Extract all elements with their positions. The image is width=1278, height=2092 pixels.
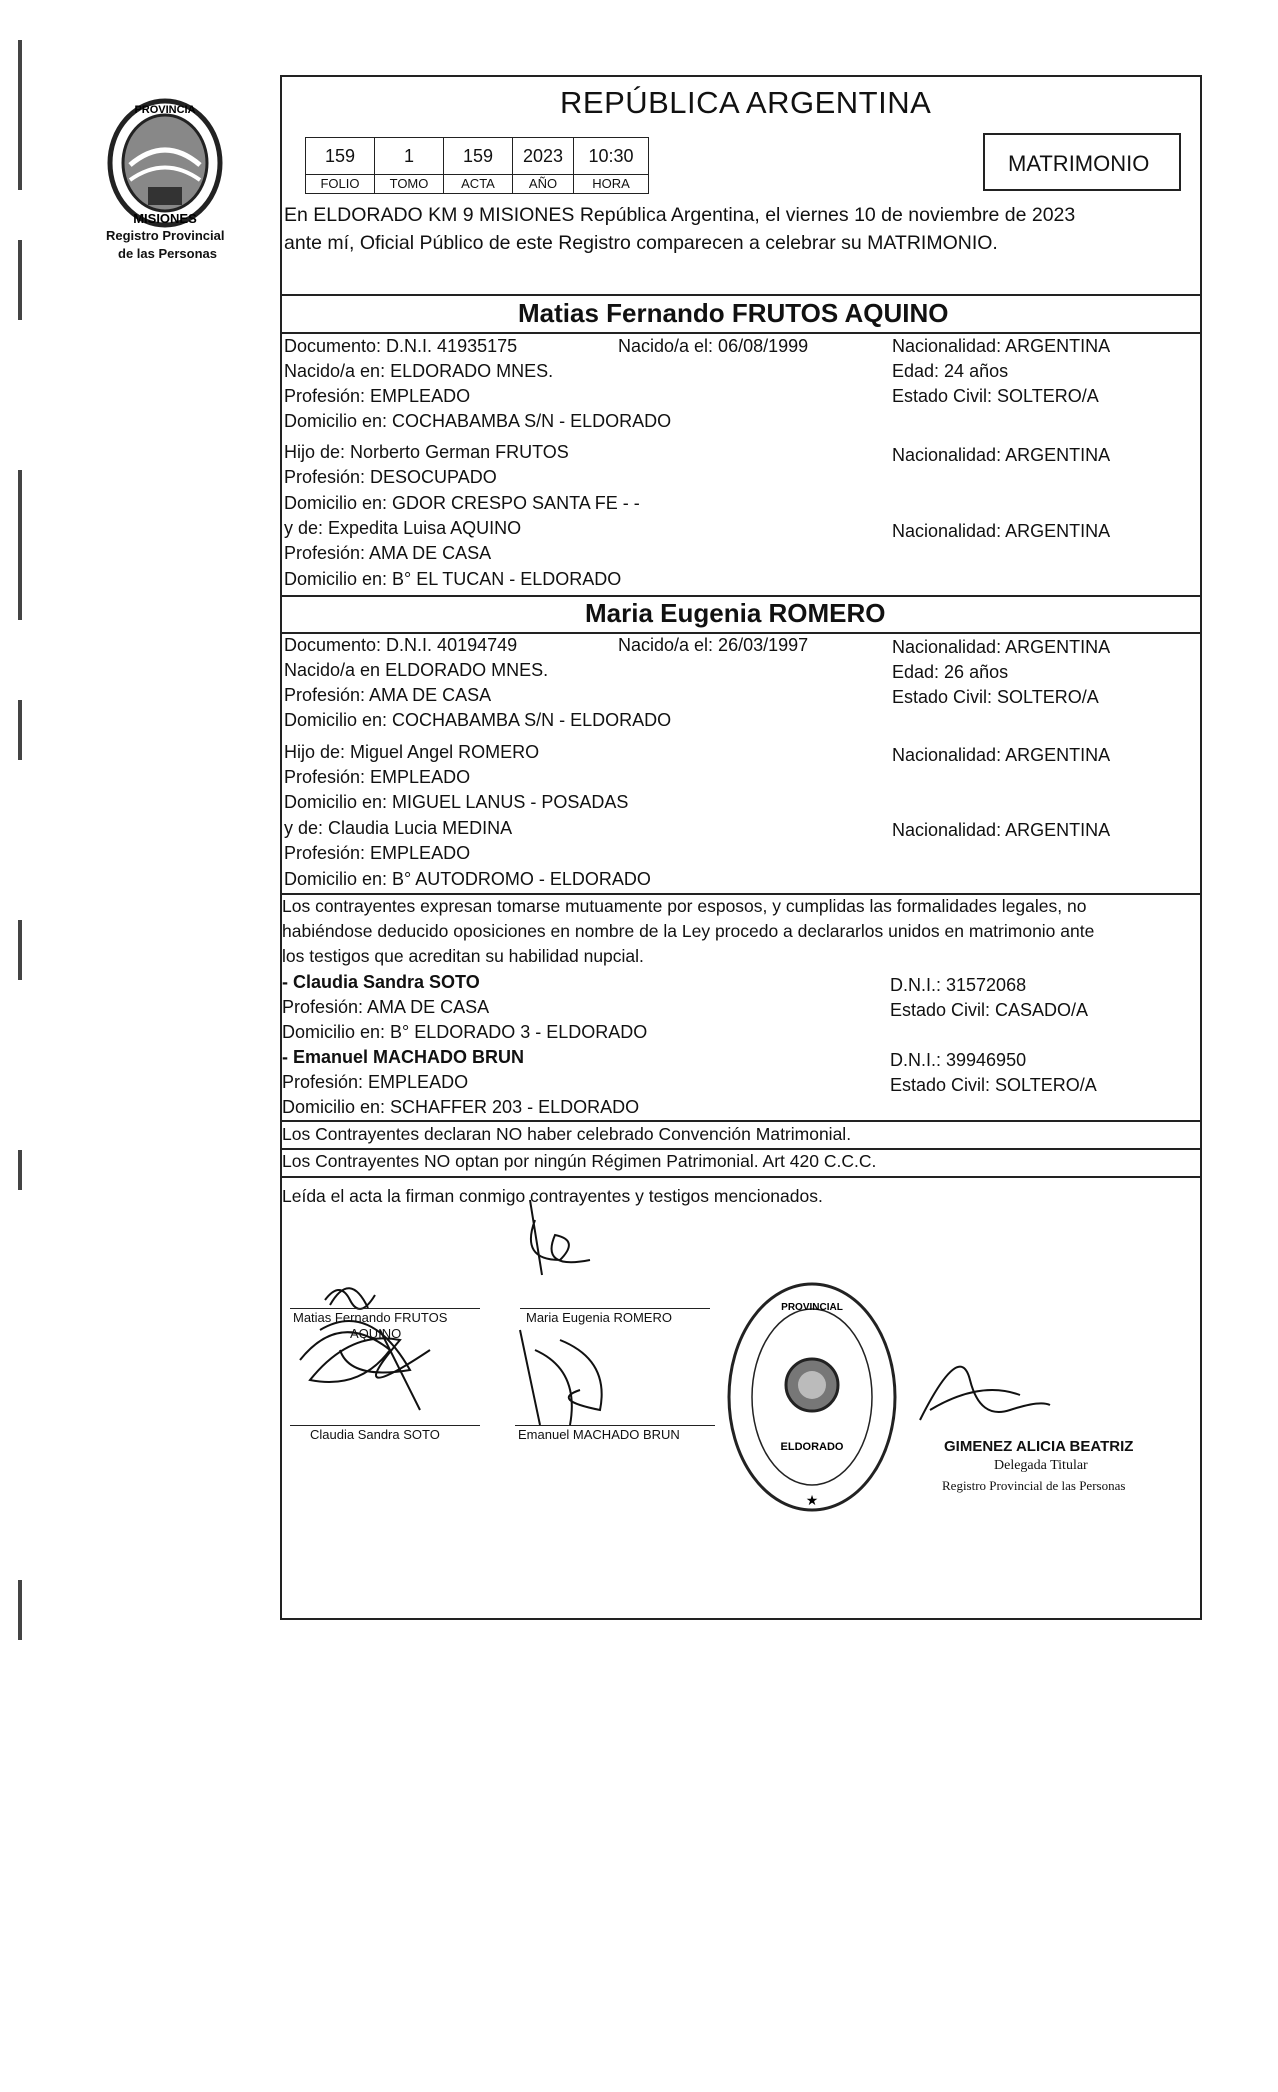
svg-text:PROVINCIA: PROVINCIA bbox=[134, 104, 196, 116]
official-org: Registro Provincial de las Personas bbox=[942, 1478, 1126, 1493]
witness-domicilio: Domicilio en: B° ELDORADO 3 - ELDORADO bbox=[282, 1022, 648, 1042]
logo-caption: Registro Provincial bbox=[106, 228, 225, 243]
logo-caption: de las Personas bbox=[118, 246, 217, 261]
document-title: REPÚBLICA ARGENTINA bbox=[560, 85, 932, 120]
scan-margin-mark bbox=[18, 1150, 22, 1190]
bride-name: Maria Eugenia ROMERO bbox=[585, 598, 886, 628]
scan-margin-mark bbox=[18, 40, 22, 190]
signature-intro: Leída el acta la firman conmigo contrayentes y testigos mencionados. bbox=[282, 1186, 823, 1206]
bride-father-profesion: Profesión: EMPLEADO bbox=[284, 767, 471, 787]
declaration-line: Los contrayentes expresan tomarse mutuamente por esposos, y cumplidas las formalidades legales, no bbox=[282, 896, 1087, 916]
declaration-line: habiéndose deducido oposiciones en nombre de la Ley procedo a declararlos unidos en matrimonio ante bbox=[282, 921, 1095, 941]
section-divider bbox=[280, 294, 1202, 296]
groom-mother-domicilio: Domicilio en: B° EL TUCAN - ELDORADO bbox=[284, 569, 622, 589]
acta-value: 159 bbox=[443, 137, 513, 175]
bride-signature-label: Maria Eugenia ROMERO bbox=[526, 1310, 672, 1325]
scan-margin-mark bbox=[18, 920, 22, 980]
signature-line bbox=[515, 1425, 715, 1426]
section-divider bbox=[280, 1120, 1202, 1122]
groom-father-domicilio: Domicilio en: GDOR CRESPO SANTA FE - - bbox=[284, 493, 640, 513]
official-seal-icon bbox=[725, 1280, 900, 1515]
witness-dni: D.N.I.: 31572068 bbox=[890, 975, 1027, 995]
witness1-signature-label: Claudia Sandra SOTO bbox=[310, 1427, 440, 1442]
groom-nacionalidad: Nacionalidad: ARGENTINA bbox=[892, 336, 1111, 356]
groom-mother: y de: Expedita Luisa AQUINO bbox=[284, 518, 522, 538]
svg-text:PROVINCIAL: PROVINCIAL bbox=[781, 1302, 843, 1313]
bride-father-nacionalidad: Nacionalidad: ARGENTINA bbox=[892, 745, 1111, 765]
bride-father: Hijo de: Miguel Angel ROMERO bbox=[284, 742, 540, 762]
scan-margin-mark bbox=[18, 240, 22, 320]
bride-estado-civil: Estado Civil: SOLTERO/A bbox=[892, 687, 1099, 707]
witness-name: - Claudia Sandra SOTO bbox=[282, 972, 480, 992]
section-divider bbox=[280, 1148, 1202, 1150]
witness-estado-civil: Estado Civil: SOLTERO/A bbox=[890, 1075, 1097, 1095]
groom-father-profesion: Profesión: DESOCUPADO bbox=[284, 467, 497, 487]
signature-line bbox=[290, 1425, 480, 1426]
bride-profesion: Profesión: AMA DE CASA bbox=[284, 685, 492, 705]
tomo-value: 1 bbox=[374, 137, 444, 175]
witness-domicilio: Domicilio en: SCHAFFER 203 - ELDORADO bbox=[282, 1097, 640, 1117]
scan-margin-mark bbox=[18, 1580, 22, 1640]
groom-signature-label: Matias Fernando FRUTOS bbox=[293, 1310, 448, 1325]
groom-domicilio: Domicilio en: COCHABAMBA S/N - ELDORADO bbox=[284, 411, 672, 431]
section-divider bbox=[280, 1176, 1202, 1178]
groom-nacido-el: Nacido/a el: 06/08/1999 bbox=[618, 336, 809, 356]
folio-value: 159 bbox=[305, 137, 375, 175]
bride-mother-profesion: Profesión: EMPLEADO bbox=[284, 843, 471, 863]
groom-estado-civil: Estado Civil: SOLTERO/A bbox=[892, 386, 1099, 406]
groom-edad: Edad: 24 años bbox=[892, 361, 1009, 381]
groom-documento: Documento: D.N.I. 41935175 bbox=[284, 336, 518, 356]
bride-father-domicilio: Domicilio en: MIGUEL LANUS - POSADAS bbox=[284, 792, 629, 812]
ano-value: 2023 bbox=[512, 137, 574, 175]
signature-line bbox=[520, 1308, 710, 1309]
groom-mother-profesion: Profesión: AMA DE CASA bbox=[284, 543, 492, 563]
scan-margin-mark bbox=[18, 700, 22, 760]
tomo-label: TOMO bbox=[374, 174, 444, 194]
bride-documento: Documento: D.N.I. 40194749 bbox=[284, 635, 518, 655]
signature-line bbox=[290, 1308, 480, 1309]
bride-edad: Edad: 26 años bbox=[892, 662, 1009, 682]
official-seal bbox=[725, 1280, 900, 1515]
witness-dni: D.N.I.: 39946950 bbox=[890, 1050, 1027, 1070]
witness-profesion: Profesión: EMPLEADO bbox=[282, 1072, 469, 1092]
groom-name: Matias Fernando FRUTOS AQUINO bbox=[518, 298, 949, 328]
section-divider bbox=[280, 595, 1202, 597]
act-type-label: MATRIMONIO bbox=[1008, 151, 1150, 176]
bride-mother-domicilio: Domicilio en: B° AUTODROMO - ELDORADO bbox=[284, 869, 651, 889]
coat-of-arms-icon bbox=[100, 95, 230, 230]
registry-logo bbox=[100, 95, 230, 230]
intro-line: ante mí, Oficial Público de este Registro comparecen a celebrar su MATRIMONIO. bbox=[284, 232, 998, 254]
bride-nacido-el: Nacido/a el: 26/03/1997 bbox=[618, 635, 809, 655]
scan-margin-mark bbox=[18, 470, 22, 620]
svg-text:★: ★ bbox=[805, 1492, 819, 1508]
groom-father-nacionalidad: Nacionalidad: ARGENTINA bbox=[892, 445, 1111, 465]
groom-mother-nacionalidad: Nacionalidad: ARGENTINA bbox=[892, 521, 1111, 541]
bride-nacido-en: Nacido/a en ELDORADO MNES. bbox=[284, 660, 549, 680]
section-divider bbox=[280, 632, 1202, 634]
official-name: GIMENEZ ALICIA BEATRIZ bbox=[944, 1438, 1134, 1455]
svg-text:ELDORADO: ELDORADO bbox=[780, 1441, 844, 1453]
declaration-line: los testigos que acreditan su habilidad nupcial. bbox=[282, 946, 644, 966]
acta-label: ACTA bbox=[443, 174, 513, 194]
witness2-signature-label: Emanuel MACHADO BRUN bbox=[518, 1427, 680, 1442]
witness-estado-civil: Estado Civil: CASADO/A bbox=[890, 1000, 1089, 1020]
groom-profesion: Profesión: EMPLEADO bbox=[284, 386, 471, 406]
note-convencion: Los Contrayentes declaran NO haber celebrado Convención Matrimonial. bbox=[282, 1124, 852, 1144]
groom-signature-label: AQUINO bbox=[350, 1326, 402, 1341]
bride-mother-nacionalidad: Nacionalidad: ARGENTINA bbox=[892, 820, 1111, 840]
section-divider bbox=[280, 893, 1202, 895]
note-regimen: Los Contrayentes NO optan por ningún Régimen Patrimonial. Art 420 C.C.C. bbox=[282, 1151, 877, 1171]
groom-nacido-en: Nacido/a en: ELDORADO MNES. bbox=[284, 361, 554, 381]
folio-label: FOLIO bbox=[305, 174, 375, 194]
hora-label: HORA bbox=[573, 174, 649, 194]
intro-line: En ELDORADO KM 9 MISIONES República Argentina, el viernes 10 de noviembre de 2023 bbox=[284, 204, 1076, 226]
section-divider bbox=[280, 332, 1202, 334]
bride-mother: y de: Claudia Lucia MEDINA bbox=[284, 818, 513, 838]
hora-value: 10:30 bbox=[573, 137, 649, 175]
bride-nacionalidad: Nacionalidad: ARGENTINA bbox=[892, 637, 1111, 657]
bride-domicilio: Domicilio en: COCHABAMBA S/N - ELDORADO bbox=[284, 710, 672, 730]
official-role: Delegada Titular bbox=[994, 1458, 1088, 1473]
svg-text:MISIONES: MISIONES bbox=[133, 211, 197, 226]
witness-name: - Emanuel MACHADO BRUN bbox=[282, 1047, 525, 1067]
witness-profesion: Profesión: AMA DE CASA bbox=[282, 997, 490, 1017]
ano-label: AÑO bbox=[512, 174, 574, 194]
groom-father: Hijo de: Norberto German FRUTOS bbox=[284, 442, 569, 462]
